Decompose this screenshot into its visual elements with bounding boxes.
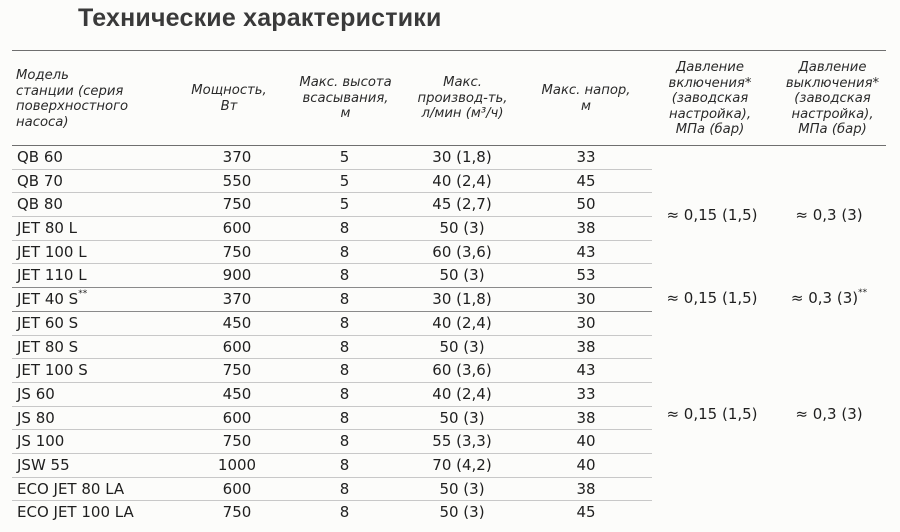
power-cell	[182, 359, 292, 382]
power-cell	[182, 146, 292, 169]
header-off-line: выключения*	[785, 75, 880, 91]
flow-cell	[402, 170, 522, 193]
model-cell	[17, 478, 124, 501]
head-cell-text: 38	[576, 479, 596, 498]
model-cell-text: JET 80 S	[17, 337, 79, 356]
model-cell	[17, 312, 78, 335]
header-flow-line: Макс.	[443, 75, 482, 90]
model-cell-text: QB 60	[17, 148, 63, 166]
suction-height-cell	[287, 146, 402, 169]
flow-cell-text: 55 (3,3)	[432, 432, 492, 451]
flow-cell	[402, 383, 522, 406]
head-cell	[532, 264, 640, 287]
suction-height-cell	[287, 501, 402, 524]
head-cell-text: 50	[576, 195, 596, 214]
head-cell	[532, 359, 640, 382]
power-cell	[182, 478, 292, 501]
power-cell	[182, 407, 292, 430]
head-cell-text: 43	[576, 242, 596, 261]
off-pressure-group-3: ≈ 0,3 (3)	[772, 403, 886, 426]
suction-height-cell-text: 8	[339, 455, 350, 474]
model-cell	[17, 288, 87, 311]
head-cell-text: 43	[576, 361, 596, 380]
suction-height-cell	[287, 170, 402, 193]
off-pressure-group-2	[772, 287, 886, 310]
model-cell	[17, 217, 77, 240]
model-cell	[17, 454, 70, 477]
power-cell-text: 370	[222, 148, 252, 166]
on-pressure-group-3: ≈ 0,15 (1,5)	[652, 403, 772, 426]
power-cell	[182, 264, 292, 287]
off-pressure-group-1: ≈ 0,3 (3)	[772, 204, 886, 227]
flow-cell-text: 60 (3,6)	[432, 361, 492, 380]
header-head-line: м	[581, 98, 591, 114]
power-cell-text: 600	[222, 408, 252, 427]
head-cell	[532, 312, 640, 335]
flow-cell	[402, 430, 522, 453]
head-cell	[532, 170, 640, 193]
power-cell-text: 550	[222, 171, 252, 190]
suction-height-cell-text: 5	[339, 171, 350, 190]
suction-height-cell	[287, 288, 402, 311]
model-cell-text: JET 110 L	[17, 266, 87, 285]
header-on-line: Давление	[675, 60, 744, 75]
head-cell-text: 38	[576, 408, 596, 427]
model-cell-text: JET 40 S	[17, 290, 79, 309]
model-cell	[17, 170, 63, 193]
flow-cell-text: 30 (1,8)	[432, 290, 492, 309]
power-cell	[182, 288, 292, 311]
model-cell	[17, 430, 64, 453]
flow-cell-text: 30 (1,8)	[432, 148, 492, 166]
flow-cell-text: 40 (2,4)	[432, 171, 492, 190]
suction-height-cell	[287, 193, 402, 216]
off-pressure-group-2-footnote: **	[858, 288, 868, 298]
flow-cell	[402, 336, 522, 359]
flow-cell-text: 50 (3)	[439, 408, 485, 427]
suction-height-cell	[287, 407, 402, 430]
head-cell	[532, 241, 640, 264]
suction-height-cell-text: 8	[339, 361, 350, 380]
suction-height-cell-text: 8	[339, 432, 350, 451]
head-cell-text: 33	[576, 148, 596, 166]
model-cell-text: ECO JET 80 LA	[17, 479, 125, 498]
head-cell-text: 45	[576, 503, 596, 522]
power-cell	[182, 312, 292, 335]
head-cell	[532, 336, 640, 359]
suction-height-cell-text: 8	[339, 219, 350, 238]
model-cell	[17, 359, 88, 382]
header-flow-line: производ-ть,	[417, 90, 508, 106]
model-cell-text: QB 70	[17, 171, 63, 190]
power-cell-text: 600	[222, 479, 252, 498]
power-cell-text: 450	[222, 313, 252, 332]
flow-cell	[402, 407, 522, 430]
header-off-line: Давление	[798, 60, 867, 75]
head-cell-text: 30	[576, 313, 596, 332]
head-cell-text: 40	[576, 455, 596, 474]
power-cell	[182, 217, 292, 240]
power-cell	[182, 170, 292, 193]
model-cell	[17, 407, 55, 430]
model-cell	[17, 146, 63, 169]
suction-height-cell	[287, 217, 402, 240]
head-cell	[532, 288, 640, 311]
flow-cell	[402, 312, 522, 335]
suction-height-cell	[287, 383, 402, 406]
head-cell	[532, 430, 640, 453]
flow-cell	[402, 501, 522, 524]
suction-height-cell-text: 8	[339, 266, 350, 285]
head-cell-text: 30	[576, 290, 596, 309]
flow-cell-text: 50 (3)	[439, 219, 485, 238]
flow-cell-text: 45 (2,7)	[432, 195, 492, 214]
power-cell-text: 1000	[217, 455, 257, 474]
head-cell	[532, 454, 640, 477]
header-on-line: МПа (бар)	[675, 122, 745, 137]
model-cell-text: QB 80	[17, 195, 63, 214]
header-top-rule	[12, 50, 886, 51]
head-cell-text: 38	[576, 219, 596, 238]
header-power	[174, 83, 284, 114]
suction-height-cell	[287, 478, 402, 501]
power-cell	[182, 454, 292, 477]
flow-cell-text: 40 (2,4)	[432, 384, 492, 403]
header-on-line: настройка),	[668, 106, 752, 122]
head-cell-text: 33	[576, 384, 596, 403]
model-cell-text: JET 100 S	[17, 361, 88, 380]
power-cell	[182, 241, 292, 264]
model-cell	[17, 501, 134, 524]
flow-cell-text: 50 (3)	[439, 479, 485, 498]
power-cell-text: 370	[222, 290, 252, 309]
head-cell-text: 53	[576, 266, 596, 285]
head-cell-text: 45	[576, 171, 596, 190]
header-model-line: насоса)	[16, 114, 69, 130]
power-cell-text: 750	[222, 361, 252, 380]
head-cell-text: 38	[576, 337, 596, 356]
model-cell	[17, 241, 87, 264]
model-cell-text: JSW 55	[17, 455, 70, 474]
suction-height-cell-text: 8	[339, 242, 350, 261]
flow-cell-text: 50 (3)	[439, 337, 485, 356]
header-off-line: МПа (бар)	[798, 122, 867, 137]
model-footnote: **	[78, 289, 88, 300]
header-off-line: настройка),	[791, 106, 874, 122]
power-cell	[182, 501, 292, 524]
flow-cell-text: 40 (2,4)	[432, 313, 492, 332]
header-on-line: включения*	[668, 75, 752, 91]
power-cell-text: 450	[222, 384, 252, 403]
suction-height-cell	[287, 241, 402, 264]
suction-height-cell-text: 8	[339, 384, 350, 403]
power-cell-text: 600	[222, 337, 252, 356]
header-off-pressure	[770, 60, 895, 138]
head-cell	[532, 407, 640, 430]
flow-cell	[402, 193, 522, 216]
suction-height-cell-text: 8	[339, 479, 350, 498]
model-cell	[17, 193, 63, 216]
suction-height-cell	[287, 312, 402, 335]
power-cell-text: 750	[222, 242, 252, 261]
model-cell	[17, 336, 78, 359]
suction-height-cell	[287, 264, 402, 287]
suction-height-cell-text: 5	[339, 195, 350, 214]
power-cell-text: 600	[222, 219, 252, 238]
flow-cell-text: 50 (3)	[439, 503, 485, 522]
power-cell	[182, 383, 292, 406]
flow-cell	[402, 241, 522, 264]
header-model-line: поверхностного	[16, 99, 129, 114]
off-pressure-group-2-value: ≈ 0,3 (3)	[790, 289, 859, 307]
header-flow	[400, 75, 525, 122]
head-cell	[532, 217, 640, 240]
header-off-line: (заводская	[794, 91, 871, 106]
model-cell	[17, 264, 87, 287]
on-pressure-group-2: ≈ 0,15 (1,5)	[652, 287, 772, 310]
model-cell-text: JS 100	[17, 432, 65, 451]
model-cell-text: JS 80	[17, 408, 55, 427]
suction-height-cell-text: 5	[339, 148, 350, 166]
suction-height-cell	[287, 336, 402, 359]
model-cell	[17, 383, 55, 406]
header-model-line: станции (серия	[16, 83, 124, 99]
head-cell	[532, 193, 640, 216]
suction-height-cell-text: 8	[339, 313, 350, 332]
model-cell-text: JET 80 L	[17, 219, 78, 238]
flow-cell	[402, 217, 522, 240]
power-cell	[182, 430, 292, 453]
suction-height-cell	[287, 430, 402, 453]
header-model-line: Модель	[16, 68, 69, 83]
model-cell-text: JET 60 S	[17, 313, 79, 332]
suction-height-cell-text: 8	[339, 337, 350, 356]
header-model	[16, 68, 128, 130]
flow-cell-text: 70 (4,2)	[432, 455, 492, 474]
model-cell-text: ECO JET 100 LA	[17, 503, 134, 522]
power-cell	[182, 193, 292, 216]
flow-cell	[402, 359, 522, 382]
flow-cell	[402, 288, 522, 311]
head-cell	[532, 501, 640, 524]
head-cell-text: 40	[576, 432, 596, 451]
power-cell-text: 750	[222, 195, 252, 214]
suction-height-cell-text: 8	[339, 503, 350, 522]
suction-height-cell-text: 8	[339, 408, 350, 427]
header-height-line: м	[340, 106, 351, 121]
header-height-line: Макс. высота	[299, 75, 392, 90]
header-flow-line: л/мин (м³/ч)	[421, 106, 504, 121]
on-pressure-group-1: ≈ 0,15 (1,5)	[652, 204, 772, 227]
model-cell-text: JS 60	[17, 384, 55, 403]
flow-cell	[402, 454, 522, 477]
header-height	[283, 75, 408, 122]
header-head	[530, 83, 642, 114]
model-cell-text: JET 100 L	[17, 242, 87, 261]
header-power-line: Мощность,	[191, 83, 267, 98]
power-cell-text: 750	[222, 503, 252, 522]
power-cell-text: 900	[222, 266, 252, 285]
flow-cell-text: 50 (3)	[439, 266, 485, 285]
suction-height-cell	[287, 454, 402, 477]
power-cell	[182, 336, 292, 359]
flow-cell	[402, 264, 522, 287]
flow-cell-text: 60 (3,6)	[432, 242, 492, 261]
suction-height-cell-text: 8	[339, 290, 350, 309]
suction-height-cell	[287, 359, 402, 382]
page-title: Технические характеристики	[78, 4, 442, 32]
header-height-line: всасывания,	[302, 90, 389, 106]
flow-cell	[402, 478, 522, 501]
head-cell	[532, 146, 640, 169]
header-on-pressure	[650, 60, 770, 138]
head-cell	[532, 383, 640, 406]
power-cell-text: 750	[222, 432, 252, 451]
header-power-line: Вт	[220, 98, 238, 114]
header-on-line: (заводская	[671, 91, 749, 106]
header-head-line: Макс. напор,	[541, 83, 631, 98]
flow-cell	[402, 146, 522, 169]
head-cell	[532, 478, 640, 501]
